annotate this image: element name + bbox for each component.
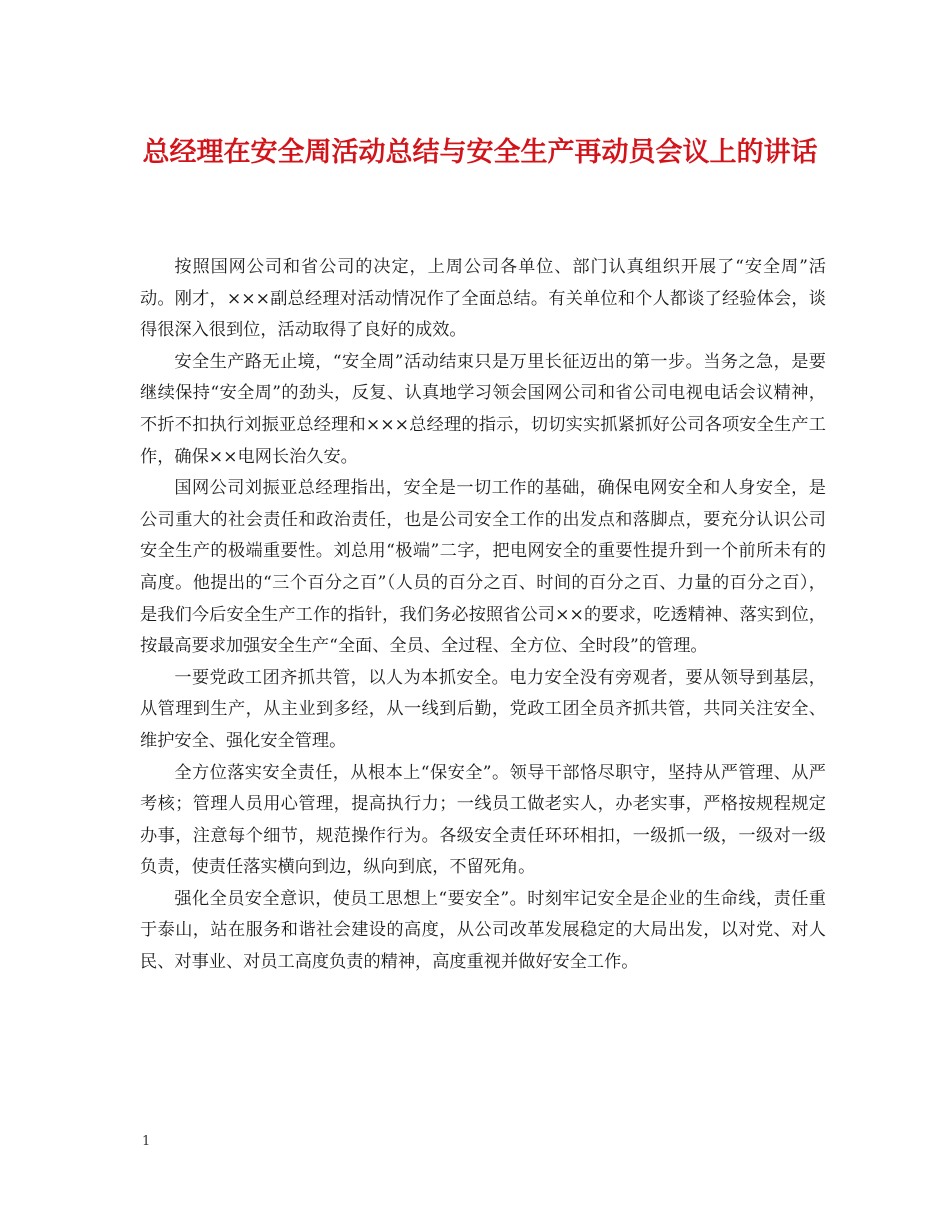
paragraph-6: 强化全员安全意识，使员工思想上“要安全”。时刻牢记安全是企业的生命线，责任重于泰山，站在服务和谐社会建设的高度，从公司改革发展稳定的大局出发，以对党、对人民、对事业、对员工高度负责的精神，高度重视并做好安全工作。 [140, 888, 826, 973]
paragraph-2: 安全生产路无止境，“安全周”活动结束只是万里长征迈出的第一步。当务之急，是要继续保持“安全周”的劲头，反复、认真地学习领会国网公司和省公司电视电话会议精神，不折不扣执行刘振亚总经理和×××总经理的指示，切切实实抓紧抓好公司各项安全生产工作，确保××电网长治久安。 [140, 351, 826, 467]
paragraph-3: 国网公司刘振亚总经理指出，安全是一切工作的基础，确保电网安全和人身安全，是公司重大的社会责任和政治责任，也是公司安全工作的出发点和落脚点，要充分认识公司安全生产的极端重要性。刘总用“极端”二字，把电网安全的重要性提升到一个前所未有的高度。他提出的“三个百分之百”（人员的百分之百、时间的百分之百、力量的百分之百），是我们今后安全生产工作的指针，我们务必按照省公司××的要求，吃透精神、落实到位，按最高要求加强安全生产“全面、全员、全过程、全方位、全时段”的管理。 [140, 478, 826, 657]
document-body [140, 252, 826, 979]
page-number: 1 [142, 1134, 151, 1149]
document-title: 总经理在安全周活动总结与安全生产再动员会议上的讲话 [142, 137, 818, 168]
paragraph-4: 一要党政工团齐抓共管，以人为本抓安全。电力安全没有旁观者，要从领导到基层，从管理到生产，从主业到多经，从一线到后勤，党政工团全员齐抓共管，共同关注安全、维护安全、强化安全管理。 [140, 667, 826, 751]
paragraph-5: 全方位落实安全责任，从根本上“保安全”。领导干部恪尽职守，坚持从严管理、从严考核；管理人员用心管理，提高执行力；一线员工做老实人，办老实事，严格按规程规定办事，注意每个细节，规范操作行为。各级安全责任环环相扣，一级抓一级，一级对一级负责，使责任落实横向到边，纵向到底，不留死角。 [140, 762, 826, 878]
paragraph-1: 按照国网公司和省公司的决定，上周公司各单位、部门认真组织开展了“安全周”活动。刚才，×××副总经理对活动情况作了全面总结。有关单位和个人都谈了经验体会，谈得很深入很到位，活动取得了良好的成效。 [140, 257, 826, 341]
